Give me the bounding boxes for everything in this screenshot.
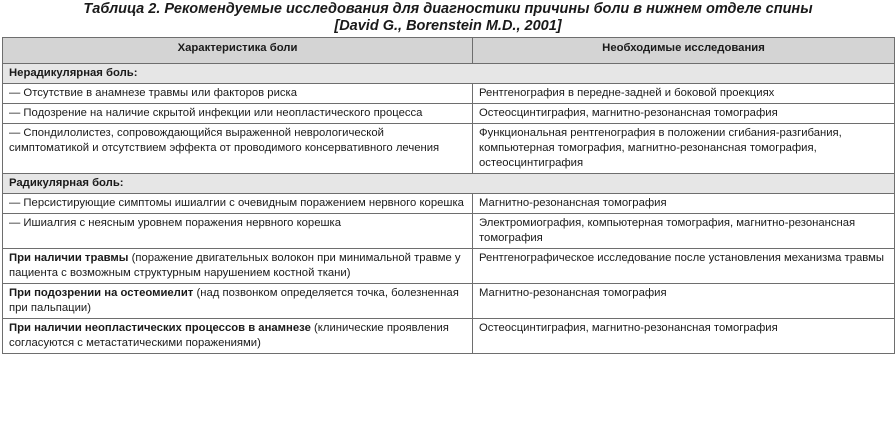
section-row bbox=[3, 174, 895, 194]
header-required-exams: Необходимые исследования bbox=[473, 38, 895, 64]
pain-cell: — Персистирующие симптомы ишиалгии с очевидным поражением нервного корешка bbox=[3, 194, 473, 214]
exam-cell: Магнитно-резонансная томография bbox=[473, 194, 895, 214]
table-row bbox=[3, 249, 895, 284]
pain-cell: При наличии травмы (поражение двигательных волокон при минимальной травме у пациента с возможным структурным нарушением костной ткани) bbox=[3, 249, 473, 284]
pain-cell: При наличии неопластических процессов в анамнезе (клинические проявления согласуются с метастатическими поражениями) bbox=[3, 319, 473, 354]
table-row bbox=[3, 124, 895, 174]
exam-cell: Рентгенография в передне-задней и боковой проекциях bbox=[473, 84, 895, 104]
exam-cell: Остеосцинтиграфия, магнитно-резонансная томография bbox=[473, 319, 895, 354]
table-caption bbox=[0, 0, 896, 36]
section-title: Нерадикулярная боль: bbox=[3, 64, 895, 84]
pain-cell: — Спондилолистез, сопровождающийся выраженной неврологической симптоматикой и отсутствием эффекта от проводимого консервативного лечения bbox=[3, 124, 473, 174]
table-row bbox=[3, 214, 895, 249]
section-title: Радикулярная боль: bbox=[3, 174, 895, 194]
table-row bbox=[3, 104, 895, 124]
exam-cell: Электромиография, компьютерная томография, магнитно-резонансная томография bbox=[473, 214, 895, 249]
pain-cell: — Ишиалгия с неясным уровнем поражения нервного корешка bbox=[3, 214, 473, 249]
table-row bbox=[3, 284, 895, 319]
header-pain-characteristics: Характеристика боли bbox=[3, 38, 473, 64]
caption-source: [David G., Borenstein M.D., 2001] bbox=[334, 18, 562, 34]
table-header-row bbox=[3, 38, 895, 64]
section-row bbox=[3, 64, 895, 84]
caption-title: Таблица 2. Рекомендуемые исследования для диагностики причины боли в нижнем отделе спины bbox=[83, 1, 813, 17]
exam-cell: Остеосцинтиграфия, магнитно-резонансная томография bbox=[473, 104, 895, 124]
table-row bbox=[3, 84, 895, 104]
recommendations-table bbox=[2, 37, 895, 354]
exam-cell: Функциональная рентгенография в положении сгибания-разгибания, компьютерная томография, магнитно-резонансная томография, остеосцинтиграфия bbox=[473, 124, 895, 174]
exam-cell: Рентгенографическое исследование после установления механизма травмы bbox=[473, 249, 895, 284]
table-row bbox=[3, 194, 895, 214]
exam-cell: Магнитно-резонансная томография bbox=[473, 284, 895, 319]
pain-cell: — Отсутствие в анамнезе травмы или факторов риска bbox=[3, 84, 473, 104]
pain-cell: — Подозрение на наличие скрытой инфекции или неопластического процесса bbox=[3, 104, 473, 124]
table-row bbox=[3, 319, 895, 354]
pain-cell: При подозрении на остеомиелит (над позвонком определяется точка, болезненная при пальпации) bbox=[3, 284, 473, 319]
